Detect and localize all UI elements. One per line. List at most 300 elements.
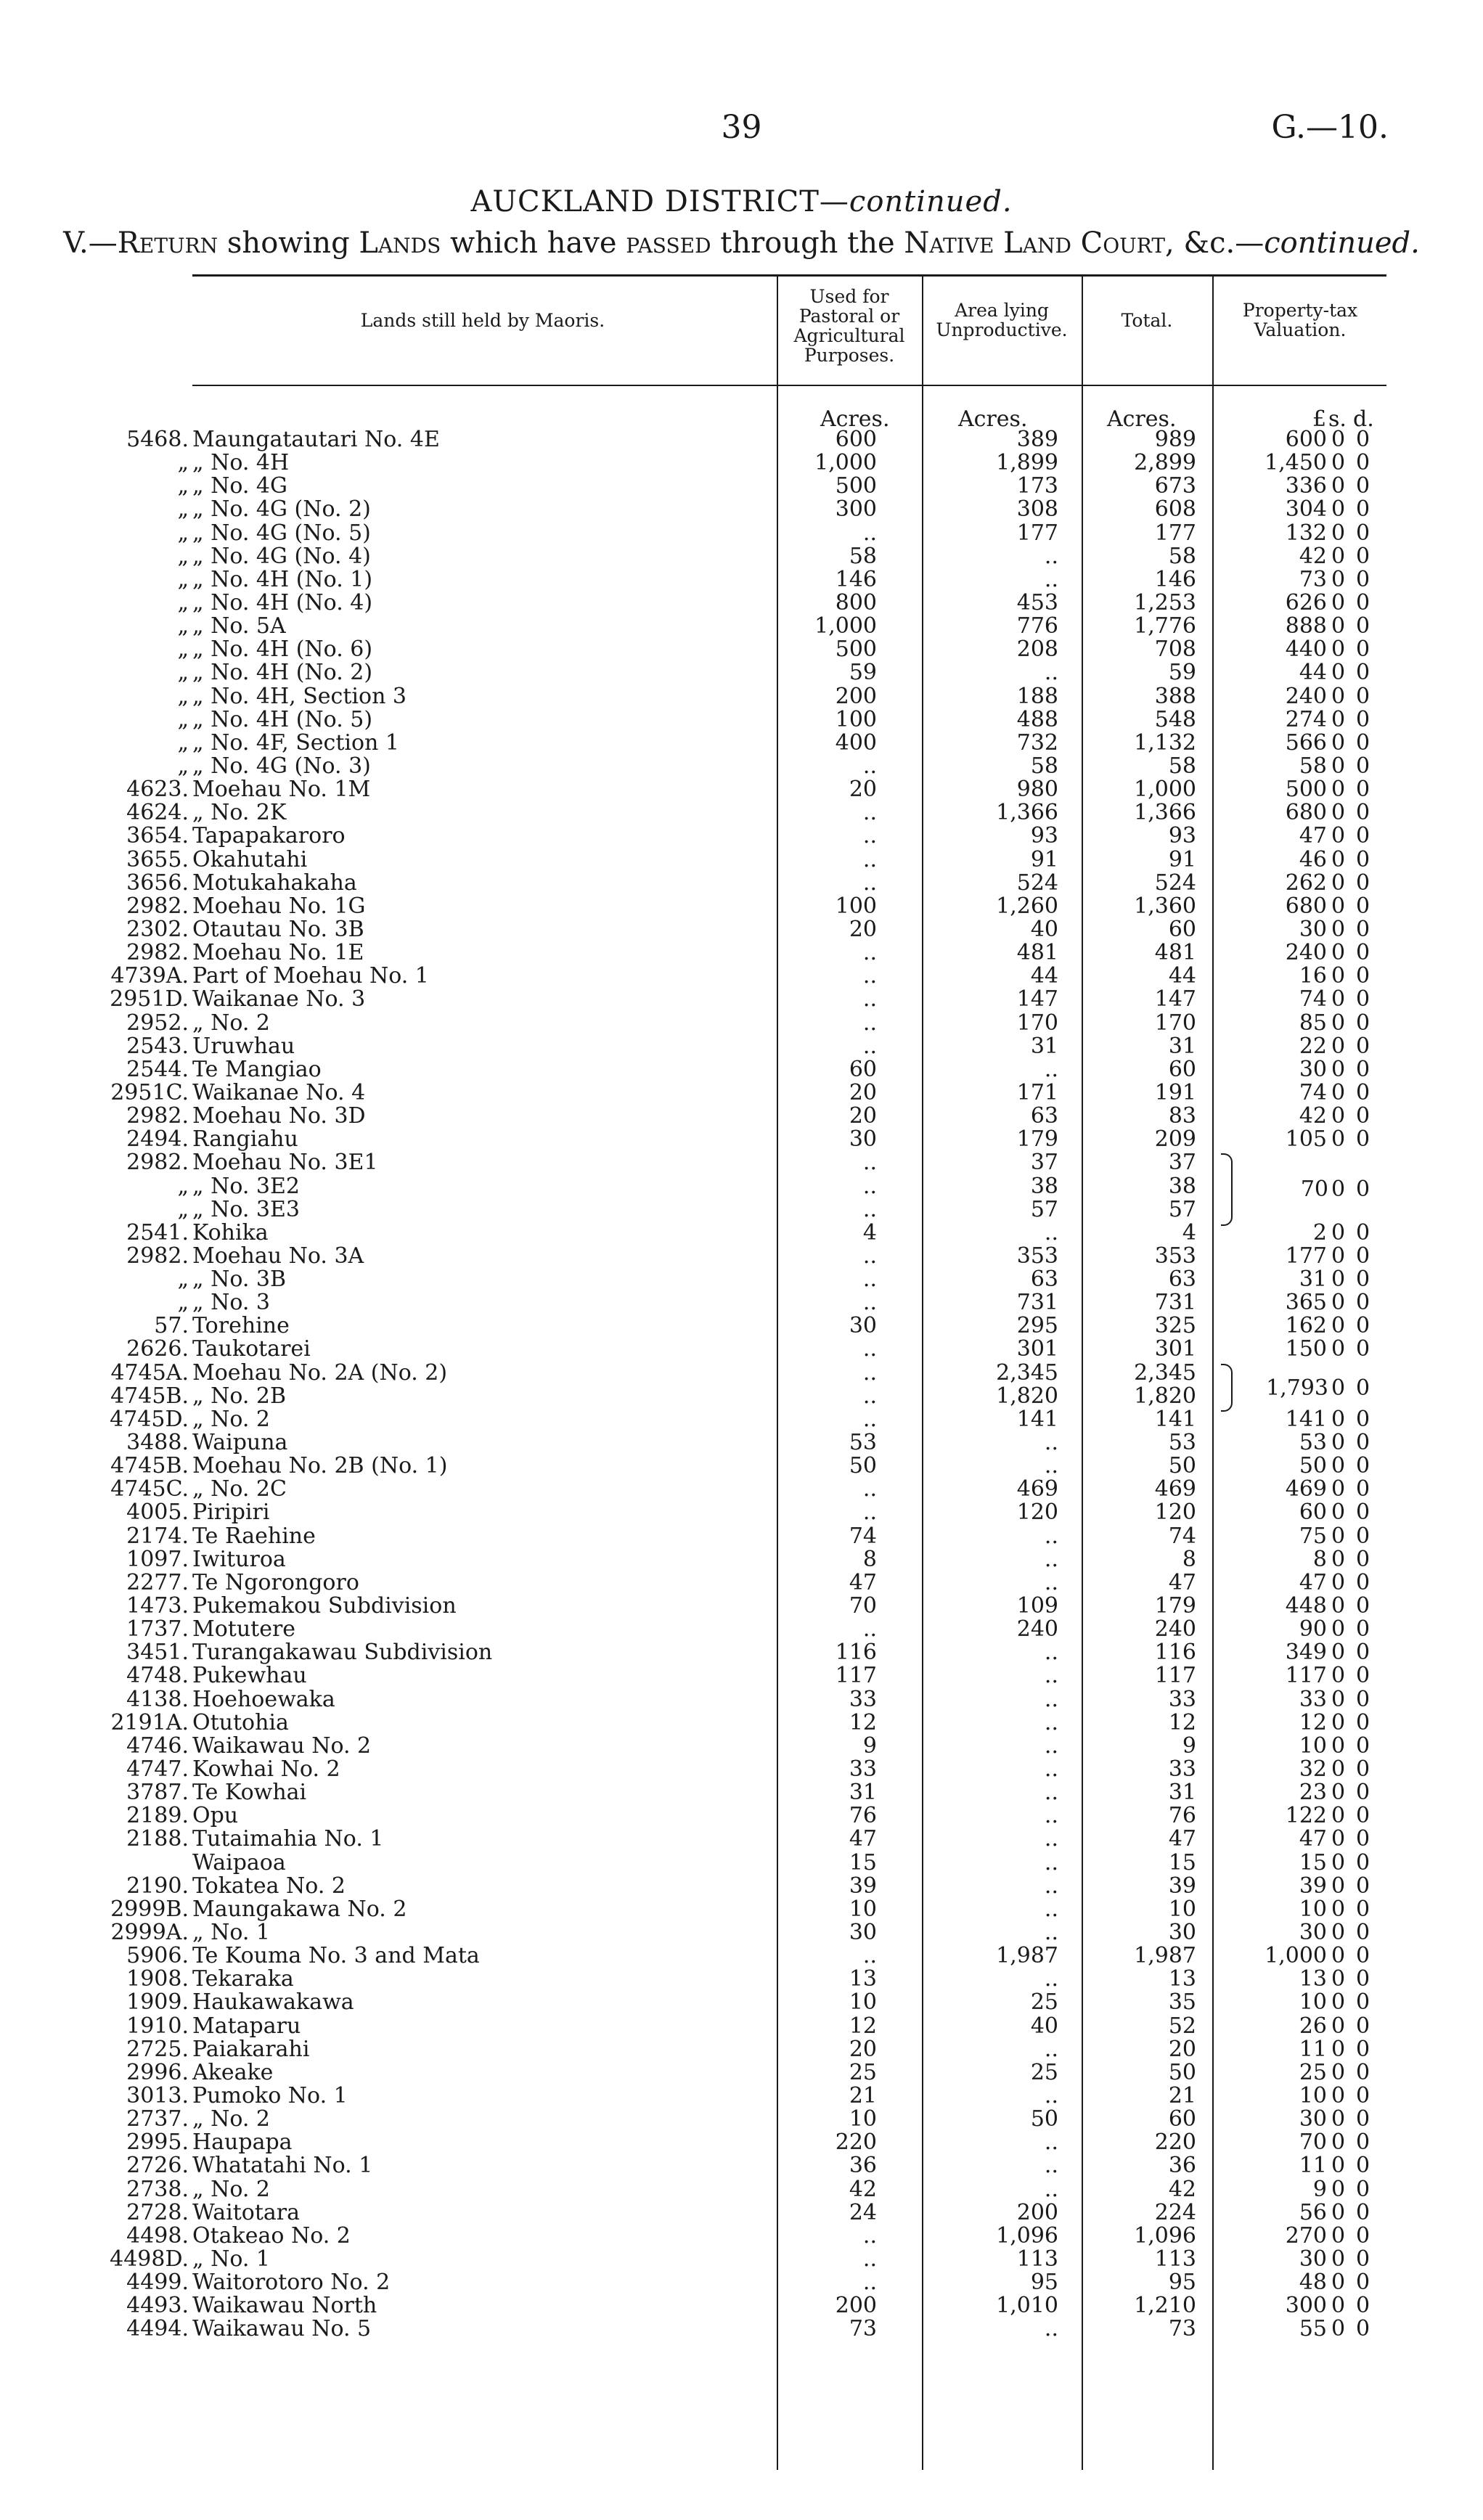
table-cell-total: 59 bbox=[1168, 660, 1196, 686]
table-cell-total: 73 bbox=[1168, 2316, 1196, 2342]
table-cell-total: 209 bbox=[1154, 1126, 1196, 1153]
table-cell-used: .. bbox=[862, 1196, 877, 1222]
table-row bbox=[0, 1219, 1483, 1245]
table-cell-pounds: 30 bbox=[1299, 2246, 1327, 2272]
table-cell-total: 469 bbox=[1154, 1476, 1196, 1502]
table-cell-area: 453 bbox=[1016, 589, 1058, 615]
table-cell-pence: 0 bbox=[1356, 1686, 1370, 1712]
table-cell-name: „ No. 2 bbox=[192, 2106, 271, 2132]
table-cell-area: 488 bbox=[1016, 706, 1058, 732]
table-cell-ref: 1909. bbox=[126, 1989, 189, 2016]
table-row bbox=[0, 2178, 1483, 2201]
table-cell-pence: 0 bbox=[1356, 1476, 1370, 1502]
table-cell-used: .. bbox=[862, 1243, 877, 1269]
table-header-rule bbox=[192, 385, 1386, 386]
table-cell-used: 1,000 bbox=[814, 613, 877, 639]
table-cell-total: 9 bbox=[1182, 1732, 1196, 1759]
table-cell-ref: „ bbox=[177, 683, 189, 709]
table-cell-ref: 3654. bbox=[126, 823, 189, 849]
table-cell-pence: 0 bbox=[1356, 1056, 1370, 1082]
table-cell-name: Motukahakaha bbox=[192, 870, 357, 896]
table-cell-shillings: 0 bbox=[1331, 916, 1346, 942]
table-cell-area: 295 bbox=[1016, 1313, 1058, 1339]
table-cell-pence: 0 bbox=[1356, 870, 1370, 896]
table-cell-ref: 1473. bbox=[126, 1593, 189, 1619]
table-cell-pounds: 46 bbox=[1299, 846, 1327, 872]
table-cell-pence: 0 bbox=[1356, 2036, 1370, 2062]
table-cell-ref: 1910. bbox=[126, 2013, 189, 2039]
table-cell-shillings: 0 bbox=[1331, 2082, 1346, 2108]
table-cell-pounds: 177 bbox=[1285, 1243, 1327, 1269]
table-cell-name: Iwituroa bbox=[192, 1546, 286, 1572]
table-cell-area: .. bbox=[1044, 1569, 1058, 1595]
table-cell-name: Mataparu bbox=[192, 2013, 301, 2039]
table-cell-area: 50 bbox=[1030, 2106, 1058, 2132]
table-cell-ref: 3655. bbox=[126, 846, 189, 872]
table-cell-pence: 0 bbox=[1356, 893, 1370, 919]
table-cell-pounds: 60 bbox=[1299, 1500, 1327, 1526]
table-cell-pence: 0 bbox=[1356, 1313, 1370, 1339]
table-cell-shillings: 0 bbox=[1331, 660, 1346, 686]
table-row bbox=[0, 1478, 1483, 1501]
table-cell-area: 301 bbox=[1016, 1336, 1058, 1362]
table-cell-ref: 2982. bbox=[126, 1243, 189, 1269]
table-cell-name: Moehau No. 1E bbox=[192, 940, 364, 966]
table-cell-shillings: 0 bbox=[1331, 1732, 1346, 1759]
table-cell-pence: 0 bbox=[1356, 2176, 1370, 2202]
table-cell-pounds: 500 bbox=[1285, 777, 1327, 803]
table-cell-shillings: 0 bbox=[1331, 1546, 1346, 1572]
subtitle-prefix: V.— bbox=[63, 226, 118, 260]
table-cell-used: 116 bbox=[835, 1640, 877, 1666]
table-cell-shillings: 0 bbox=[1331, 2036, 1346, 2062]
unit-area: Acres. bbox=[958, 406, 1028, 432]
table-cell-total: 42 bbox=[1168, 2176, 1196, 2202]
table-cell-pence: 0 bbox=[1356, 1500, 1370, 1526]
table-cell-shillings: 0 bbox=[1331, 2013, 1346, 2039]
table-cell-area: 120 bbox=[1016, 1500, 1058, 1526]
table-cell-area: .. bbox=[1044, 1219, 1058, 1245]
table-cell-shillings: 0 bbox=[1331, 986, 1346, 1012]
table-row bbox=[0, 522, 1483, 545]
table-cell-pence: 0 bbox=[1356, 823, 1370, 849]
table-row bbox=[0, 941, 1483, 965]
table-cell-area: .. bbox=[1044, 1523, 1058, 1549]
table-cell-shillings: 0 bbox=[1331, 473, 1346, 499]
table-cell-total: 116 bbox=[1154, 1640, 1196, 1666]
table-cell-pounds: 10 bbox=[1299, 2082, 1327, 2108]
table-cell-area: .. bbox=[1044, 1966, 1058, 1992]
table-cell-area: 37 bbox=[1030, 1150, 1058, 1176]
table-cell-used: .. bbox=[862, 1173, 877, 1199]
table-cell-pounds: 11 bbox=[1299, 2153, 1327, 2179]
table-cell-ref: „ bbox=[177, 613, 189, 639]
table-cell-name: „ No. 4H (No. 6) bbox=[192, 637, 373, 663]
table-cell-area: 141 bbox=[1016, 1406, 1058, 1432]
table-cell-pence: 0 bbox=[1356, 2130, 1370, 2156]
table-row bbox=[0, 825, 1483, 848]
table-cell-area: 1,366 bbox=[996, 800, 1058, 826]
table-cell-pounds: 440 bbox=[1285, 637, 1327, 663]
table-cell-ref: „ bbox=[177, 729, 189, 756]
table-cell-ref: 4005. bbox=[126, 1500, 189, 1526]
table-cell-pounds: 15 bbox=[1299, 1849, 1327, 1875]
table-cell-shillings: 0 bbox=[1331, 427, 1346, 452]
table-cell-shillings: 0 bbox=[1331, 1803, 1346, 1829]
table-cell-shillings: 0 bbox=[1331, 753, 1346, 779]
table-row bbox=[0, 615, 1483, 638]
subtitle-return: Return bbox=[117, 226, 218, 260]
table-cell-used: 300 bbox=[835, 496, 877, 523]
table-cell-area: 38 bbox=[1030, 1173, 1058, 1199]
table-cell-ref: 2494. bbox=[126, 1126, 189, 1153]
table-cell-total: 1,132 bbox=[1134, 729, 1196, 756]
table-cell-name: Tekaraka bbox=[192, 1966, 294, 1992]
table-cell-total: 33 bbox=[1168, 1686, 1196, 1712]
table-cell-pounds: 42 bbox=[1299, 1103, 1327, 1129]
table-cell-ref: 2541. bbox=[126, 1219, 189, 1245]
table-cell-area: 732 bbox=[1016, 729, 1058, 756]
table-cell-total: 93 bbox=[1168, 823, 1196, 849]
table-cell-pence: 0 bbox=[1356, 660, 1370, 686]
table-cell-pounds: 888 bbox=[1285, 613, 1327, 639]
table-cell-total: 37 bbox=[1168, 1150, 1196, 1176]
table-cell-used: .. bbox=[862, 2246, 877, 2272]
table-row bbox=[0, 2061, 1483, 2085]
table-cell-area: 44 bbox=[1030, 963, 1058, 989]
table-row bbox=[0, 2015, 1483, 2038]
table-cell-used: .. bbox=[862, 823, 877, 849]
brace-group bbox=[1221, 1364, 1233, 1412]
table-cell-name: „ No. 3E2 bbox=[192, 1173, 301, 1199]
table-cell-total: 95 bbox=[1168, 2270, 1196, 2296]
table-cell-pounds: 680 bbox=[1285, 800, 1327, 826]
table-cell-pounds: 600 bbox=[1285, 427, 1327, 452]
brace-group bbox=[1221, 1153, 1233, 1226]
table-cell-ref: 2995. bbox=[126, 2130, 189, 2156]
table-cell-name: Waikanae No. 4 bbox=[192, 1079, 366, 1105]
table-cell-total: 31 bbox=[1168, 1780, 1196, 1806]
table-cell-pounds: 304 bbox=[1285, 496, 1327, 523]
table-cell-total: 58 bbox=[1168, 543, 1196, 569]
table-cell-name: „ No. 3E3 bbox=[192, 1196, 301, 1222]
table-row bbox=[0, 1991, 1483, 2014]
table-cell-pence: 0 bbox=[1356, 2270, 1370, 2296]
table-cell-ref: 2996. bbox=[126, 2059, 189, 2085]
table-cell-pounds: 85 bbox=[1299, 1010, 1327, 1036]
table-cell-total: 31 bbox=[1168, 1033, 1196, 1059]
table-cell-area: .. bbox=[1044, 1640, 1058, 1666]
table-cell-total: 179 bbox=[1154, 1593, 1196, 1619]
table-row bbox=[0, 1804, 1483, 1828]
table-cell-name: Opu bbox=[192, 1803, 239, 1829]
table-row bbox=[0, 568, 1483, 592]
table-cell-used: 73 bbox=[849, 2316, 877, 2342]
table-cell-pence: 0 bbox=[1356, 2082, 1370, 2108]
table-cell-used: 39 bbox=[849, 1873, 877, 1899]
table-cell-pounds: 44 bbox=[1299, 660, 1327, 686]
table-cell-used: 12 bbox=[849, 1709, 877, 1735]
table-cell-pence: 0 bbox=[1356, 2293, 1370, 2319]
table-cell-pounds: 47 bbox=[1299, 1826, 1327, 1852]
table-cell-name: Kowhai No. 2 bbox=[192, 1756, 340, 1783]
table-cell-total: 989 bbox=[1154, 427, 1196, 452]
table-cell-shillings: 0 bbox=[1331, 1826, 1346, 1852]
table-cell-ref: „ bbox=[177, 1196, 189, 1222]
table-row bbox=[0, 708, 1483, 732]
table-cell-area: 171 bbox=[1016, 1079, 1058, 1105]
table-cell-used: .. bbox=[862, 1359, 877, 1386]
table-cell-total: 83 bbox=[1168, 1103, 1196, 1129]
table-cell-shillings: 0 bbox=[1331, 2199, 1346, 2225]
header-total: Total. bbox=[1121, 310, 1173, 331]
table-cell-ref: 2728. bbox=[126, 2199, 189, 2225]
table-row bbox=[0, 1758, 1483, 1781]
table-cell-name: Otakeao No. 2 bbox=[192, 2222, 351, 2249]
table-cell-total: 50 bbox=[1168, 2059, 1196, 2085]
table-row bbox=[0, 1081, 1483, 1105]
table-row bbox=[0, 872, 1483, 895]
table-cell-pence: 0 bbox=[1356, 473, 1370, 499]
table-cell-used: 500 bbox=[835, 473, 877, 499]
table-cell-pence: 0 bbox=[1356, 940, 1370, 966]
table-cell-name: Haupapa bbox=[192, 2130, 293, 2156]
table-cell-used: .. bbox=[862, 870, 877, 896]
table-cell-shillings: 0 bbox=[1331, 520, 1346, 546]
table-cell-area: .. bbox=[1044, 1756, 1058, 1783]
table-cell-pence: 0 bbox=[1356, 1780, 1370, 1806]
table-cell-used: 50 bbox=[849, 1453, 877, 1479]
table-row bbox=[0, 1501, 1483, 1524]
table-cell-shillings: 0 bbox=[1331, 1756, 1346, 1783]
subtitle-showing: showing bbox=[218, 226, 359, 260]
table-row bbox=[0, 451, 1483, 475]
table-row bbox=[0, 778, 1483, 801]
table-cell-used: 33 bbox=[849, 1756, 877, 1783]
table-cell-total: 13 bbox=[1168, 1966, 1196, 1992]
table-cell-name: „ No. 4H bbox=[192, 450, 290, 476]
table-cell-used: .. bbox=[862, 1336, 877, 1362]
table-cell-total: 47 bbox=[1168, 1826, 1196, 1852]
table-cell-used: .. bbox=[862, 1476, 877, 1502]
table-cell-shillings: 0 bbox=[1331, 940, 1346, 966]
table-cell-name: Te Raehine bbox=[192, 1523, 316, 1549]
table-cell-area: .. bbox=[1044, 1686, 1058, 1712]
table-cell-name: Tapapakaroro bbox=[192, 823, 346, 849]
table-cell-used: 12 bbox=[849, 2013, 877, 2039]
table-cell-pounds: 240 bbox=[1285, 940, 1327, 966]
table-cell-name: Te Mangiao bbox=[192, 1056, 322, 1082]
table-row bbox=[0, 848, 1483, 872]
table-cell-ref: 2726. bbox=[126, 2153, 189, 2179]
header-valuation: Property-tax Valuation. bbox=[1242, 300, 1358, 340]
table-cell-total: 63 bbox=[1168, 1267, 1196, 1293]
table-cell-shillings: 0 bbox=[1331, 1010, 1346, 1036]
table-row bbox=[0, 729, 1483, 756]
table-row bbox=[0, 1921, 1483, 1944]
table-cell-pounds: 1,000 bbox=[1265, 1943, 1327, 1969]
table-cell-pence: 0 bbox=[1356, 2246, 1370, 2272]
table-cell-name: „ No. 4H, Section 3 bbox=[192, 683, 407, 709]
table-cell-pounds: 55 bbox=[1299, 2316, 1327, 2342]
table-cell-used: 146 bbox=[835, 566, 877, 592]
table-cell-area: 200 bbox=[1016, 2199, 1058, 2225]
table-cell-ref: 5468. bbox=[126, 427, 189, 452]
table-cell-ref: 57. bbox=[154, 1313, 189, 1339]
table-cell-pence: 0 bbox=[1356, 1103, 1370, 1129]
table-cell-pounds: 32 bbox=[1299, 1756, 1327, 1783]
table-cell-used: 15 bbox=[849, 1849, 877, 1875]
table-row bbox=[0, 1732, 1483, 1759]
table-row bbox=[0, 1338, 1483, 1361]
table-cell-pence: 0 bbox=[1356, 1010, 1370, 1036]
table-cell-total: 224 bbox=[1154, 2199, 1196, 2225]
table-cell-total: 35 bbox=[1168, 1989, 1196, 2016]
unit-pound: £ bbox=[1312, 406, 1327, 432]
table-cell-area: 469 bbox=[1016, 1476, 1058, 1502]
table-cell-total: 21 bbox=[1168, 2082, 1196, 2108]
table-cell-name: „ No. 3B bbox=[192, 1267, 287, 1293]
table-row bbox=[0, 2294, 1483, 2318]
table-cell-area: 113 bbox=[1016, 2246, 1058, 2272]
table-cell-total: 74 bbox=[1168, 1523, 1196, 1549]
table-cell-pounds: 262 bbox=[1285, 870, 1327, 896]
table-cell-pounds: 12 bbox=[1299, 1709, 1327, 1735]
table-cell-area: .. bbox=[1044, 2153, 1058, 2179]
table-cell-name: „ No. 2C bbox=[192, 1476, 287, 1502]
table-cell-pounds: 47 bbox=[1299, 1569, 1327, 1595]
table-cell-name: Tokatea No. 2 bbox=[192, 1873, 346, 1899]
table-cell-area: 353 bbox=[1016, 1243, 1058, 1269]
grouped-valuation-d: 0 bbox=[1356, 1177, 1370, 1202]
table-cell-name: „ No. 4H (No. 5) bbox=[192, 706, 373, 732]
table-cell-total: 36 bbox=[1168, 2153, 1196, 2179]
table-cell-used: 20 bbox=[849, 1103, 877, 1129]
subtitle-passed: passed bbox=[626, 226, 711, 260]
table-cell-pence: 0 bbox=[1356, 566, 1370, 592]
table-cell-total: 240 bbox=[1154, 1616, 1196, 1642]
table-cell-pence: 0 bbox=[1356, 729, 1370, 756]
table-cell-ref: 2982. bbox=[126, 1103, 189, 1129]
table-cell-area: .. bbox=[1044, 2176, 1058, 2202]
table-cell-pounds: 10 bbox=[1299, 1732, 1327, 1759]
table-cell-shillings: 0 bbox=[1331, 450, 1346, 476]
table-cell-pence: 0 bbox=[1356, 777, 1370, 803]
table-cell-pounds: 73 bbox=[1299, 566, 1327, 592]
table-cell-total: 191 bbox=[1154, 1079, 1196, 1105]
header-used: Used for Pastoral or Agricultural Purposes. bbox=[793, 286, 905, 366]
table-row bbox=[0, 1548, 1483, 1571]
header-area: Area lying Unproductive. bbox=[936, 300, 1068, 340]
table-cell-pence: 0 bbox=[1356, 427, 1370, 452]
table-row bbox=[0, 1875, 1483, 1898]
table-cell-total: 2,899 bbox=[1134, 450, 1196, 476]
table-cell-shillings: 0 bbox=[1331, 2293, 1346, 2319]
table-cell-total: 60 bbox=[1168, 1056, 1196, 1082]
table-cell-shillings: 0 bbox=[1331, 2176, 1346, 2202]
table-cell-pounds: 300 bbox=[1285, 2293, 1327, 2319]
table-cell-used: 59 bbox=[849, 660, 877, 686]
table-cell-shillings: 0 bbox=[1331, 1126, 1346, 1153]
table-cell-area: 91 bbox=[1030, 846, 1058, 872]
table-row bbox=[0, 965, 1483, 988]
table-cell-pounds: 30 bbox=[1299, 2106, 1327, 2132]
table-cell-shillings: 0 bbox=[1331, 1336, 1346, 1362]
table-cell-shillings: 0 bbox=[1331, 613, 1346, 639]
table-cell-pounds: 132 bbox=[1285, 520, 1327, 546]
table-cell-used: 10 bbox=[849, 2106, 877, 2132]
table-cell-shillings: 0 bbox=[1331, 1267, 1346, 1293]
table-cell-used: 24 bbox=[849, 2199, 877, 2225]
table-cell-used: 70 bbox=[849, 1593, 877, 1619]
table-cell-used: 76 bbox=[849, 1803, 877, 1829]
table-cell-used: 100 bbox=[835, 893, 877, 919]
table-cell-ref: 4745B. bbox=[110, 1453, 189, 1479]
table-cell-shillings: 0 bbox=[1331, 1406, 1346, 1432]
table-cell-total: 33 bbox=[1168, 1756, 1196, 1783]
table-cell-total: 673 bbox=[1154, 473, 1196, 499]
table-cell-pounds: 349 bbox=[1285, 1640, 1327, 1666]
table-cell-area: .. bbox=[1044, 660, 1058, 686]
table-cell-pounds: 30 bbox=[1299, 1056, 1327, 1082]
table-cell-shillings: 0 bbox=[1331, 1079, 1346, 1105]
table-row bbox=[0, 1151, 1483, 1174]
table-cell-shillings: 0 bbox=[1331, 823, 1346, 849]
table-cell-shillings: 0 bbox=[1331, 706, 1346, 732]
table-cell-area: 776 bbox=[1016, 613, 1058, 639]
subtitle-etc: , &c.— bbox=[1165, 226, 1265, 260]
table-cell-shillings: 0 bbox=[1331, 566, 1346, 592]
table-cell-pounds: 30 bbox=[1299, 1920, 1327, 1945]
table-row bbox=[0, 1431, 1483, 1455]
table-cell-name: Akeake bbox=[192, 2059, 274, 2085]
table-cell-name: Moehau No. 1M bbox=[192, 777, 371, 803]
table-cell-area: 31 bbox=[1030, 1033, 1058, 1059]
table-cell-pence: 0 bbox=[1356, 1756, 1370, 1783]
table-cell-pence: 0 bbox=[1356, 1569, 1370, 1595]
table-cell-ref: 2982. bbox=[126, 940, 189, 966]
table-cell-ref: 2999A. bbox=[110, 1920, 189, 1945]
table-cell-shillings: 0 bbox=[1331, 2270, 1346, 2296]
table-cell-shillings: 0 bbox=[1331, 1920, 1346, 1945]
table-cell-area: 63 bbox=[1030, 1103, 1058, 1129]
table-row bbox=[0, 1898, 1483, 1921]
table-cell-name: Piripiri bbox=[192, 1500, 270, 1526]
table-cell-total: 1,987 bbox=[1134, 1943, 1196, 1969]
table-cell-ref: 1097. bbox=[126, 1546, 189, 1572]
table-cell-pence: 0 bbox=[1356, 1803, 1370, 1829]
table-cell-pounds: 2 bbox=[1312, 1219, 1327, 1245]
table-cell-area: 63 bbox=[1030, 1267, 1058, 1293]
table-cell-area: 25 bbox=[1030, 1989, 1058, 2016]
table-cell-area: 40 bbox=[1030, 916, 1058, 942]
table-cell-pence: 0 bbox=[1356, 1336, 1370, 1362]
table-cell-ref: „ bbox=[177, 1267, 189, 1293]
table-cell-ref: 3013. bbox=[126, 2082, 189, 2108]
table-cell-shillings: 0 bbox=[1331, 589, 1346, 615]
table-cell-name: Waipuna bbox=[192, 1430, 288, 1456]
table-cell-used: 25 bbox=[849, 2059, 877, 2085]
table-row bbox=[0, 2248, 1483, 2271]
table-cell-pounds: 42 bbox=[1299, 543, 1327, 569]
table-cell-ref: „ bbox=[177, 543, 189, 569]
table-cell-name: Te Kouma No. 3 and Mata bbox=[192, 1943, 480, 1969]
table-cell-name: Tutaimahia No. 1 bbox=[192, 1826, 384, 1852]
table-cell-shillings: 0 bbox=[1331, 1243, 1346, 1269]
table-cell-used: 60 bbox=[849, 1056, 877, 1082]
table-cell-ref: „ bbox=[177, 637, 189, 663]
table-cell-total: 2,345 bbox=[1134, 1359, 1196, 1386]
